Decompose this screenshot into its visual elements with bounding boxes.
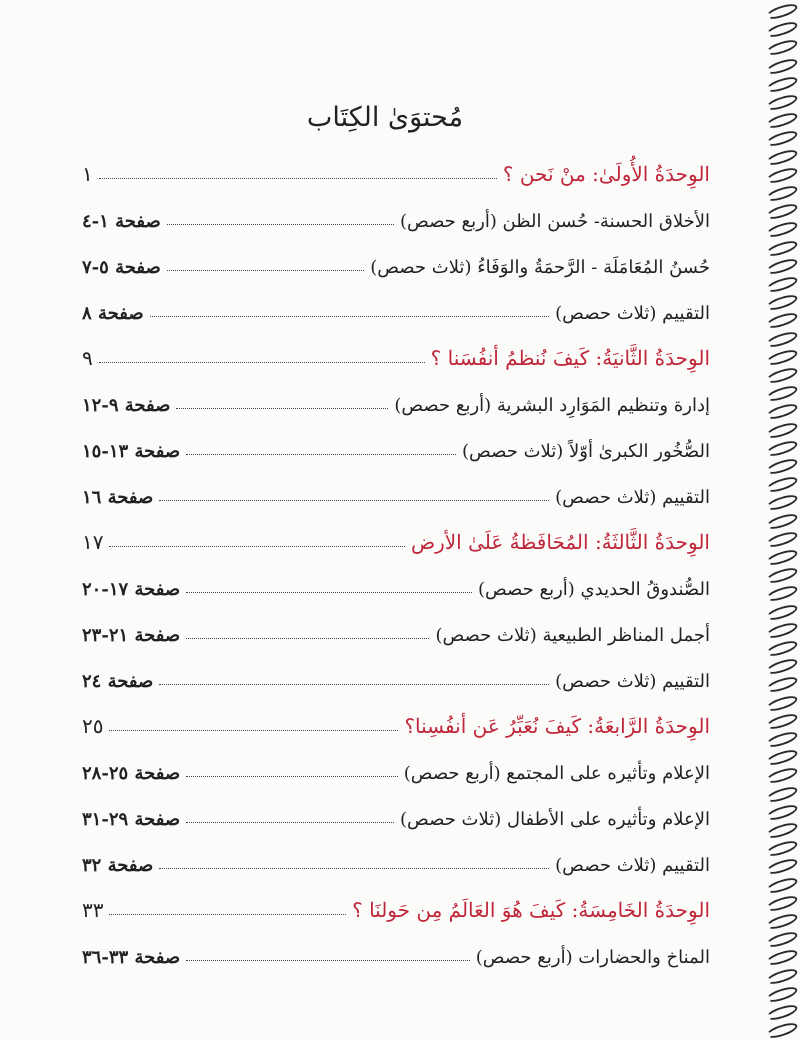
binding-coil bbox=[765, 456, 799, 476]
page-number: صفحة ٩-١٢ bbox=[82, 395, 171, 416]
binding-coil bbox=[765, 329, 799, 349]
dot-leader bbox=[109, 913, 346, 915]
binding-coil bbox=[765, 56, 799, 76]
dot-leader bbox=[109, 729, 398, 731]
toc-lesson-row bbox=[82, 600, 710, 646]
binding-coil bbox=[765, 657, 799, 677]
lesson-title: الصُّندوقُ الحديدي (أربع حصص) bbox=[477, 579, 710, 600]
binding-coil bbox=[765, 693, 799, 713]
binding-coil bbox=[765, 675, 799, 695]
binding-coil bbox=[765, 529, 799, 549]
lesson-title: الإعلام وتأثيره على الأطفال (ثلاث حصص) bbox=[400, 809, 710, 830]
binding-coil bbox=[765, 729, 799, 749]
binding-coil bbox=[765, 147, 799, 167]
toc-unit-row bbox=[82, 140, 710, 186]
unit-title: الوِحدَةُ الخَامِسَةُ: كَيفَ هُوَ العَالَمُ مِن حَولنَا ؟ bbox=[352, 898, 710, 922]
binding-coil bbox=[765, 948, 799, 968]
binding-coil bbox=[765, 875, 799, 895]
binding-coil bbox=[765, 566, 799, 586]
page-number: صفحة ٨ bbox=[82, 303, 144, 324]
lesson-title: الأخلاق الحسنة- حُسن الظن (أربع حصص) bbox=[400, 211, 710, 232]
toc-lesson-row bbox=[82, 830, 710, 876]
binding-coil bbox=[765, 930, 799, 950]
page-number: ٣٣ bbox=[82, 898, 104, 922]
toc-lesson-row bbox=[82, 646, 710, 692]
binding-coil bbox=[765, 384, 799, 404]
toc-unit-row bbox=[82, 692, 710, 738]
page-number: ١٧ bbox=[82, 530, 104, 554]
binding-coil bbox=[765, 511, 799, 531]
page-number: صفحة ١٧-٢٠ bbox=[82, 579, 181, 600]
binding-coil bbox=[765, 620, 799, 640]
toc-lesson-row bbox=[82, 738, 710, 784]
lesson-title: الإعلام وتأثيره على المجتمع (أربع حصص) bbox=[403, 763, 710, 784]
binding-coil bbox=[765, 1002, 799, 1022]
page-number: صفحة ٥-٧ bbox=[82, 257, 161, 278]
binding-coil bbox=[765, 911, 799, 931]
dot-leader bbox=[99, 177, 497, 179]
binding-coil bbox=[765, 438, 799, 458]
binding-coil bbox=[765, 183, 799, 203]
binding-coil bbox=[765, 165, 799, 185]
page-number: ٩ bbox=[82, 346, 93, 370]
page-number: صفحة ٢٩-٣١ bbox=[82, 809, 181, 830]
unit-title: الوِحدَةُ الثَّانيَةُ: كَيفَ نُنظمُ أنفُسَنا ؟ bbox=[430, 346, 710, 370]
binding-coil bbox=[765, 74, 799, 94]
binding-coil bbox=[765, 748, 799, 768]
page-number: صفحة ١٦ bbox=[82, 487, 154, 508]
binding-coil bbox=[765, 766, 799, 786]
toc-unit-row bbox=[82, 876, 710, 922]
lesson-title: إدارة وتنظيم المَوَارِد البشرية (أربع حصص) bbox=[394, 395, 710, 416]
lesson-title: التقييم (ثلاث حصص) bbox=[555, 303, 710, 324]
binding-coil bbox=[765, 1, 799, 21]
binding-coil bbox=[765, 402, 799, 422]
page-number: ٢٥ bbox=[82, 714, 104, 738]
lesson-title: المناخ والحضارات (أربع حصص) bbox=[475, 947, 710, 968]
toc-unit-row bbox=[82, 508, 710, 554]
binding-coil bbox=[765, 820, 799, 840]
dot-leader bbox=[159, 499, 549, 501]
binding-coil bbox=[765, 602, 799, 622]
binding-coil bbox=[765, 347, 799, 367]
lesson-title: أجمل المناظر الطبيعية (ثلاث حصص) bbox=[435, 625, 710, 646]
lesson-title: التقييم (ثلاث حصص) bbox=[555, 855, 710, 876]
unit-title: الوِحدَةُ الثَّالثَةُ: المُحَافَظةُ عَلَىٰ الأرض bbox=[410, 530, 710, 554]
toc-lesson-row bbox=[82, 784, 710, 830]
lesson-title: حُسنُ المُعَامَلَة - الرَّحمَةُ والوَفَاءُ (ثلاث حصص) bbox=[370, 257, 710, 278]
binding-coil bbox=[765, 638, 799, 658]
dot-leader bbox=[186, 591, 472, 593]
page-number: صفحة ١-٤ bbox=[82, 211, 161, 232]
dot-leader bbox=[109, 545, 404, 547]
lesson-title: التقييم (ثلاث حصص) bbox=[555, 487, 710, 508]
unit-title: الوِحدَةُ الأُولَىٰ: منْ نَحن ؟ bbox=[502, 162, 710, 186]
toc-lesson-row bbox=[82, 186, 710, 232]
dot-leader bbox=[99, 361, 425, 363]
lesson-title: الصُّخُور الكبرىٰ أوّلاً (ثلاث حصص) bbox=[462, 441, 710, 462]
dot-leader bbox=[159, 683, 549, 685]
unit-title: الوِحدَةُ الرَّابعَةُ: كَيفَ نُعَبِّرُ عَن أنفُسِنا؟ bbox=[404, 714, 710, 738]
binding-coil bbox=[765, 475, 799, 495]
binding-coil bbox=[765, 202, 799, 222]
dot-leader bbox=[167, 223, 394, 225]
binding-coil bbox=[765, 20, 799, 40]
binding-coil bbox=[765, 1021, 799, 1041]
table-of-contents bbox=[82, 140, 710, 968]
binding-coil bbox=[765, 238, 799, 258]
binding-coil bbox=[765, 584, 799, 604]
page-number: صفحة ٢٤ bbox=[82, 671, 154, 692]
lesson-title: التقييم (ثلاث حصص) bbox=[555, 671, 710, 692]
binding-coil bbox=[765, 857, 799, 877]
binding-coil bbox=[765, 547, 799, 567]
toc-unit-row bbox=[82, 324, 710, 370]
toc-lesson-row bbox=[82, 554, 710, 600]
toc-lesson-row bbox=[82, 278, 710, 324]
dot-leader bbox=[186, 959, 470, 961]
binding-coil bbox=[765, 966, 799, 986]
binding-coil bbox=[765, 493, 799, 513]
page-number: صفحة ٣٢ bbox=[82, 855, 154, 876]
dot-leader bbox=[167, 269, 364, 271]
toc-lesson-row bbox=[82, 416, 710, 462]
page-title: مُحتوَىٰ الكِتَاب bbox=[306, 102, 464, 133]
dot-leader bbox=[150, 315, 550, 317]
dot-leader bbox=[159, 867, 549, 869]
binding-coil bbox=[765, 256, 799, 276]
page-number: صفحة ٣٣-٣٦ bbox=[82, 947, 181, 968]
binding-coil bbox=[765, 839, 799, 859]
dot-leader bbox=[186, 821, 394, 823]
binding-coil bbox=[765, 129, 799, 149]
page-number: صفحة ١٣-١٥ bbox=[82, 441, 181, 462]
binding-coil bbox=[765, 274, 799, 294]
dot-leader bbox=[186, 453, 456, 455]
toc-lesson-row bbox=[82, 462, 710, 508]
page-number: صفحة ٢٥-٢٨ bbox=[82, 763, 181, 784]
dot-leader bbox=[186, 637, 429, 639]
binding-coil bbox=[765, 420, 799, 440]
binding-coil bbox=[765, 802, 799, 822]
binding-coil bbox=[765, 220, 799, 240]
binding-coil bbox=[765, 711, 799, 731]
binding-coil bbox=[765, 38, 799, 58]
page-number: صفحة ٢١-٢٣ bbox=[82, 625, 181, 646]
binding-coil bbox=[765, 111, 799, 131]
spiral-binding bbox=[766, 0, 800, 1037]
toc-lesson-row bbox=[82, 922, 710, 968]
binding-coil bbox=[765, 92, 799, 112]
dot-leader bbox=[186, 775, 398, 777]
toc-lesson-row bbox=[82, 370, 710, 416]
binding-coil bbox=[765, 293, 799, 313]
page-number: ١ bbox=[82, 162, 93, 186]
dot-leader bbox=[176, 407, 388, 409]
binding-coil bbox=[765, 784, 799, 804]
binding-coil bbox=[765, 984, 799, 1004]
toc-lesson-row bbox=[82, 232, 710, 278]
binding-coil bbox=[765, 893, 799, 913]
binding-coil bbox=[765, 365, 799, 385]
binding-coil bbox=[765, 311, 799, 331]
